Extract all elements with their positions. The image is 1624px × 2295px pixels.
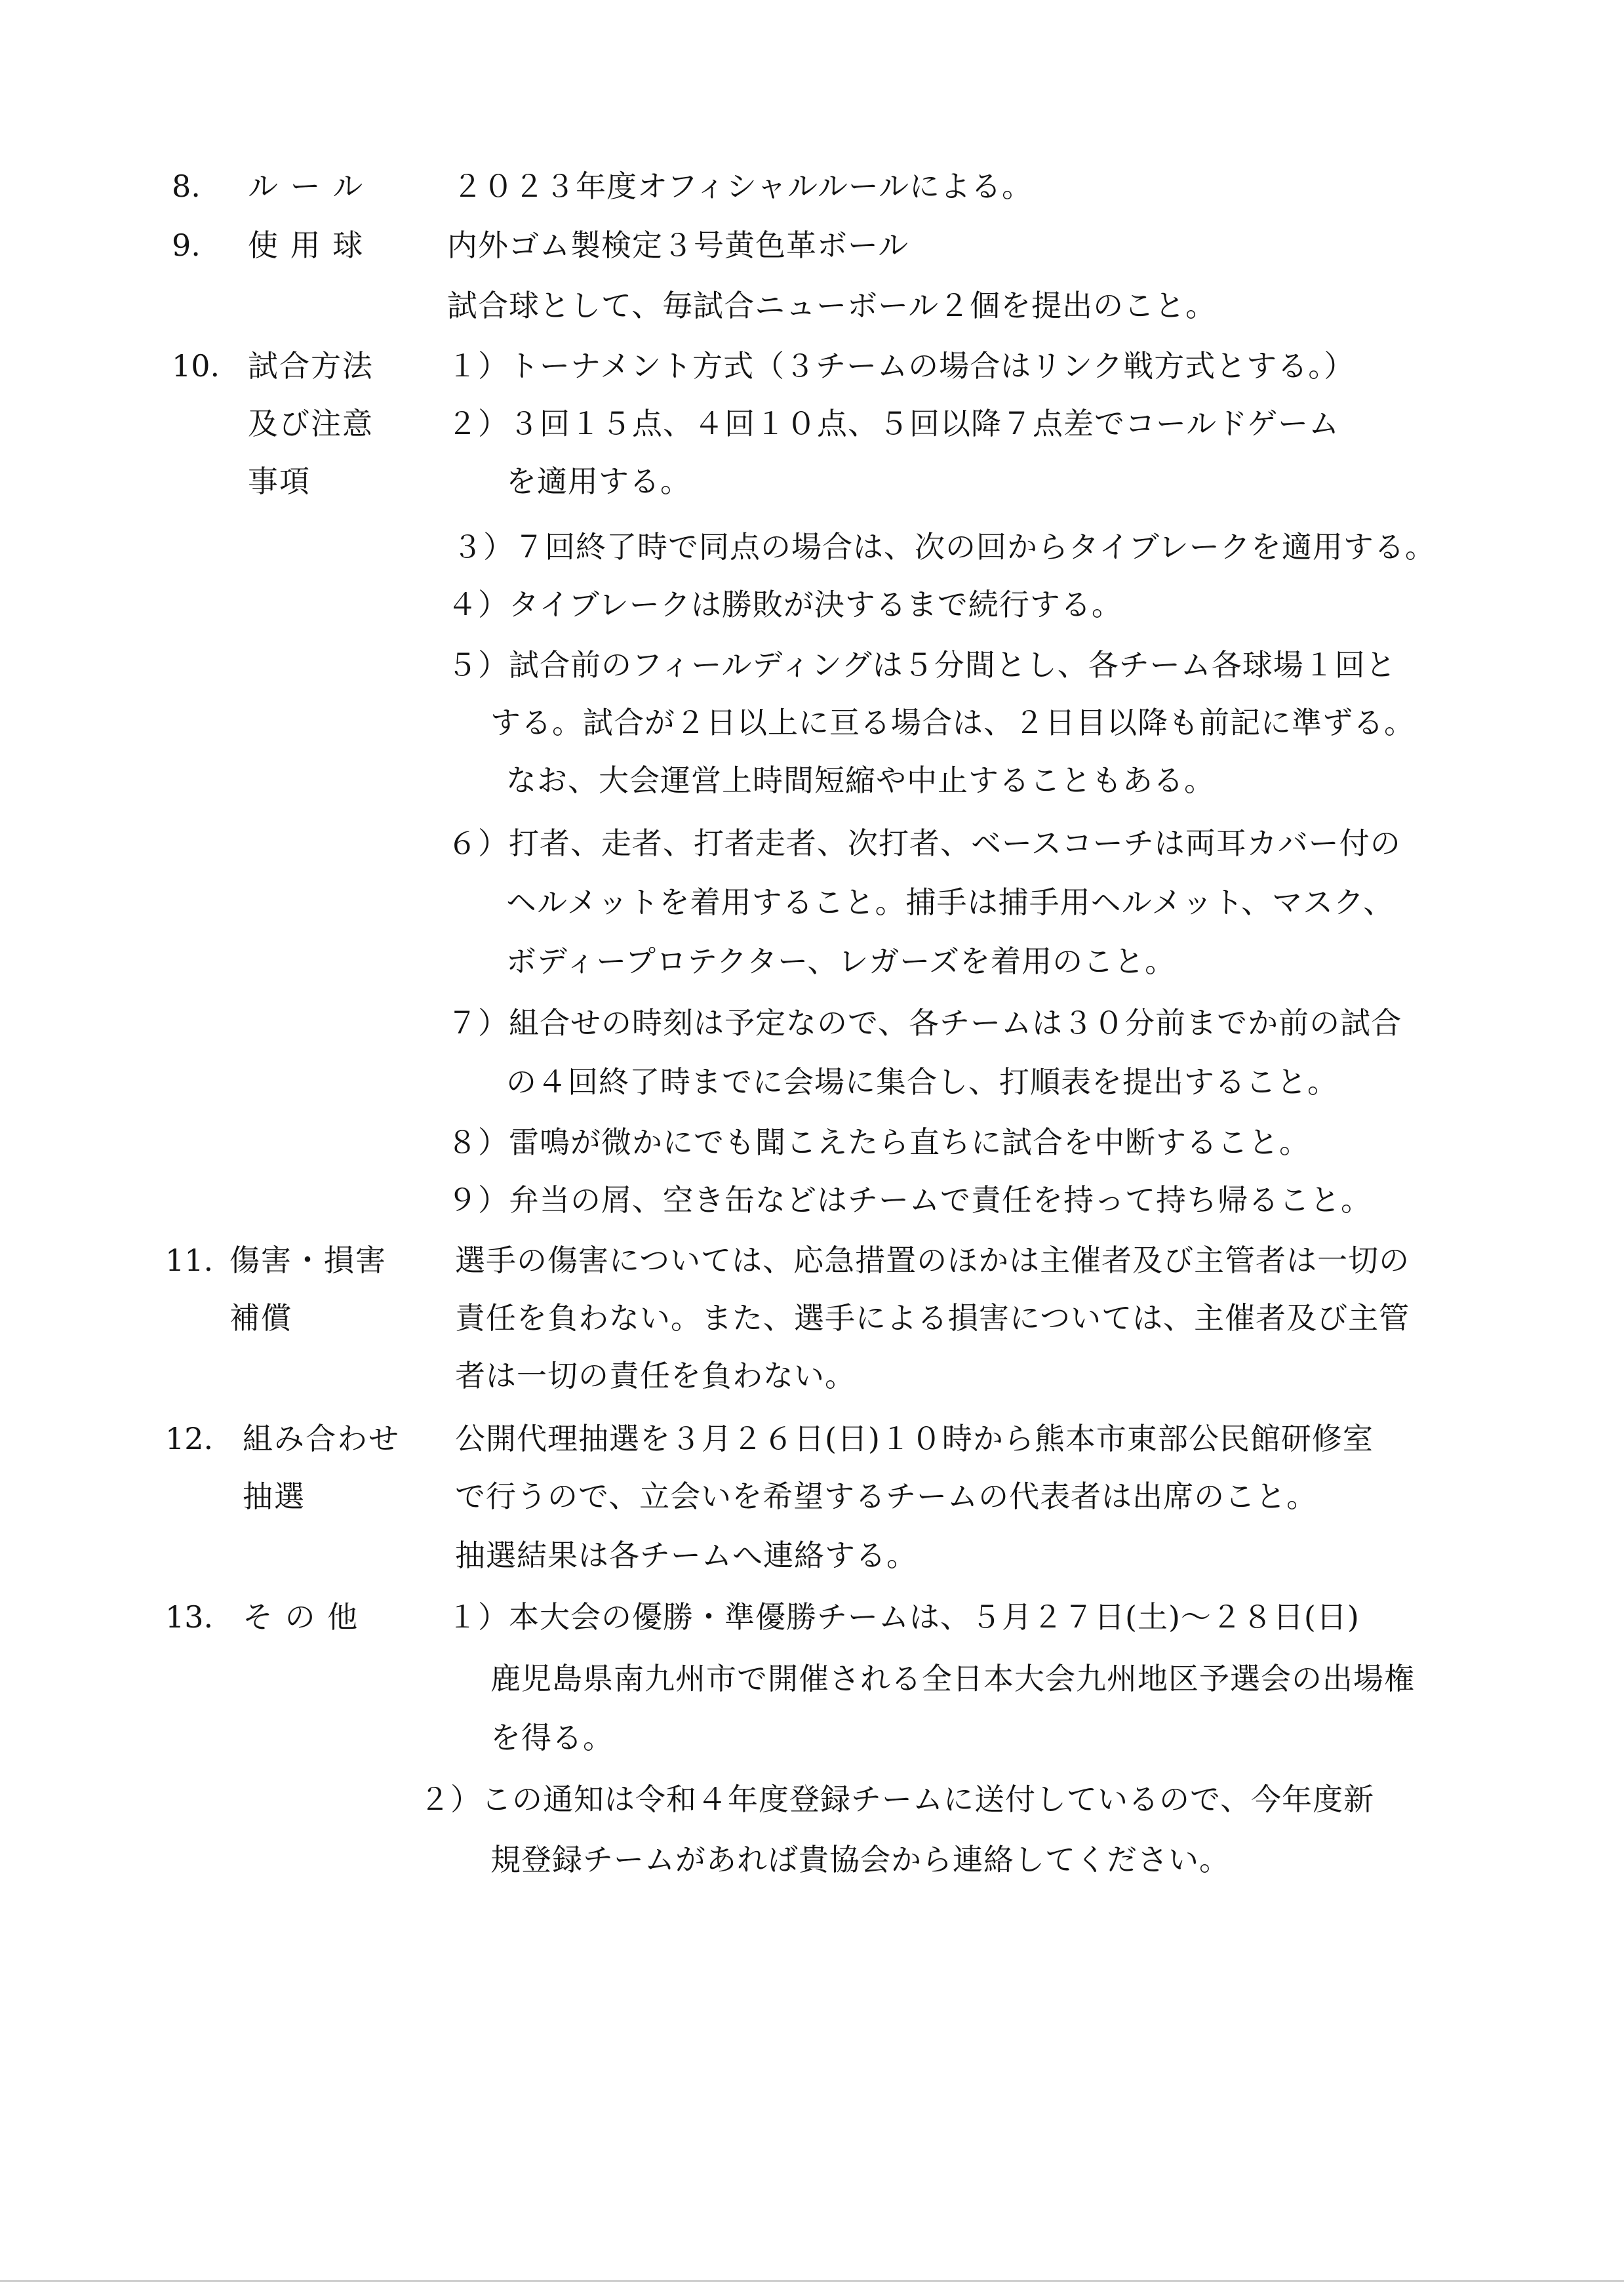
item-text-line: 者は一切の責任を負わない。 <box>455 1358 856 1393</box>
item-label: そ の 他 <box>243 1599 359 1635</box>
item-text-line: の４回終了時までに会場に集合し、打順表を提出すること。 <box>506 1064 1338 1100</box>
item-text-line: ヘルメットを着用すること。捕手は捕手用ヘルメット、マスク、 <box>506 885 1395 920</box>
item-number: 10. <box>172 348 220 384</box>
item-label: 傷害・損害 <box>229 1243 387 1278</box>
item-text-line: を得る。 <box>490 1720 614 1755</box>
item-text-line: １）本大会の優勝・準優勝チームは、５月２７日(土)～２８日(日) <box>447 1599 1360 1635</box>
item-number: 13. <box>165 1599 214 1635</box>
scan-edge-divider <box>0 2280 1624 2282</box>
item-label: 事項 <box>248 464 311 499</box>
item-text-line: １）トーナメント方式（３チームの場合はリンク戦方式とする。） <box>447 348 1355 384</box>
item-text-line: ５）試合前のフィールディングは５分間とし、各チーム各球場１回と <box>447 647 1396 683</box>
item-text-line: 選手の傷害については、応急措置のほかは主催者及び主管者は一切の <box>455 1243 1410 1278</box>
item-text-line: ２０２３年度オフィシャルルールによる。 <box>452 169 1033 204</box>
item-text-line: ８）雷鳴が微かにでも聞こえたら直ちに試合を中断すること。 <box>447 1125 1310 1160</box>
item-text-line: 抽選結果は各チームへ連絡する。 <box>455 1538 917 1573</box>
item-text-line: ９）弁当の屑、空き缶などはチームで責任を持って持ち帰ること。 <box>447 1182 1372 1218</box>
item-text-line: で行うので、立会いを希望するチームの代表者は出席のこと。 <box>455 1479 1318 1514</box>
item-number: 12. <box>165 1421 214 1456</box>
item-text-line: 試合球として、毎試合ニューボール２個を提出のこと。 <box>447 288 1217 323</box>
item-text-line: を適用する。 <box>506 464 691 499</box>
item-text-line: ２）３回１５点、４回１０点、５回以降７点差でコールドゲーム <box>447 406 1340 441</box>
item-text-line: ７）組合せの時刻は予定なので、各チームは３０分前までか前の試合 <box>447 1005 1402 1041</box>
item-text-line: 規登録チームがあれば貴協会から連絡してください。 <box>490 1842 1230 1877</box>
item-text-line: なお、大会運営上時間短縮や中止することもある。 <box>506 763 1215 798</box>
item-number: 11. <box>165 1243 214 1278</box>
item-label: ル ー ル <box>248 169 365 204</box>
item-label: 及び注意 <box>248 406 374 441</box>
item-label: 組み合わせ <box>243 1421 400 1456</box>
item-text-line: ボディープロテクター、レガーズを着用のこと。 <box>506 944 1176 979</box>
item-label: 補償 <box>229 1300 292 1336</box>
item-number: 9. <box>172 228 201 263</box>
item-label: 抽選 <box>243 1479 306 1514</box>
item-text-line: 鹿児島県南九州市で開催される全日本大会九州地区予選会の出場権 <box>490 1661 1415 1696</box>
item-label: 試合方法 <box>248 348 374 384</box>
item-text-line: ４）タイブレークは勝敗が決するまで続行する。 <box>447 587 1122 622</box>
item-number: 8. <box>172 169 201 204</box>
item-text-line: 責任を負わない。また、選手による損害については、主催者及び主管 <box>455 1300 1410 1336</box>
item-text-line: ６）打者、走者、打者走者、次打者、ベースコーチは両耳カバー付の <box>447 826 1401 861</box>
item-label: 使 用 球 <box>248 228 365 263</box>
item-text-line: 公開代理抽選を３月２６日(日)１０時から熊本市東部公民館研修室 <box>455 1421 1374 1456</box>
item-text-line: 内外ゴム製検定３号黄色革ボール <box>447 228 909 263</box>
item-text-line: する。試合が２日以上に亘る場合は、２日目以降も前記に準ずる。 <box>490 705 1415 740</box>
item-text-line: ３）７回終了時で同点の場合は、次の回からタイブレークを適用する。 <box>452 529 1436 565</box>
item-text-line: ２）この通知は令和４年度登録チームに送付しているので、今年度新 <box>420 1782 1375 1817</box>
